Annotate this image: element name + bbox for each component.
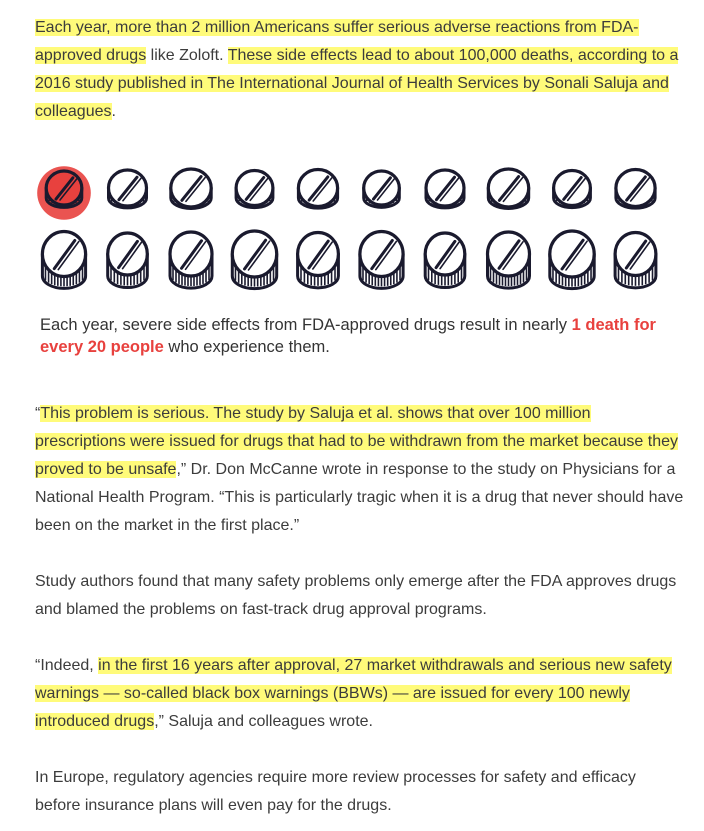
text: “ — [35, 405, 41, 422]
text: ,” Saluja and colleagues wrote. — [154, 713, 373, 730]
caption-text: Each year, severe side effects from FDA-approved drugs result in nearly — [40, 316, 572, 334]
paragraph-saluja-quote — [35, 652, 685, 736]
pill — [364, 171, 400, 207]
pill — [615, 233, 656, 288]
pill — [298, 170, 337, 209]
pill — [42, 232, 85, 289]
highlight: These side effects lead to about 100,000 deaths, according to a 2016 study published in The International Journal of Health Services by Sonali Saluja and colleagues — [35, 47, 679, 120]
pill-grid — [36, 158, 676, 298]
pill — [426, 170, 464, 208]
pill — [425, 233, 465, 288]
pill — [550, 231, 594, 289]
paragraph-adverse-reactions — [35, 14, 685, 126]
text: . — [111, 103, 116, 120]
pill — [232, 231, 276, 289]
highlight: Each year, more than 2 million Americans suffer serious adverse reactions from FDA-approved drugs — [35, 19, 639, 64]
text: like Zoloft. — [146, 47, 228, 64]
pill — [488, 232, 530, 288]
pill — [108, 233, 148, 288]
highlight: This problem is serious. The study by Saluja et al. shows that over 100 million prescriptions were issued for drugs that had to be withdrawn from the market because they proved to be unsafe — [35, 405, 678, 478]
text: “Indeed, — [35, 657, 99, 674]
pill — [170, 232, 212, 288]
infographic-caption — [40, 314, 670, 358]
pill — [488, 169, 528, 208]
pill — [298, 233, 339, 288]
highlight: in the first 16 years after approval, 27 market withdrawals and serious new safety warnings — so-called black box warnings (BBWs) — are issued for every 100 newly introduced drugs — [35, 657, 672, 730]
pill — [171, 169, 211, 208]
pill — [554, 171, 591, 208]
text: ,” Dr. Don McCanne wrote in response to the study on Physicians for a National Health Program. “This is particularly tragic when it is a drug that never should have been on the market in the first place.” — [35, 461, 684, 534]
pill-highlighted — [37, 166, 91, 220]
paragraph-mccanne-quote — [35, 400, 685, 540]
caption-text: who experience them. — [163, 338, 330, 356]
paragraph-europe: In Europe, regulatory agencies require more review processes for safety and efficacy before insurance plans will even pay for the drugs. — [35, 769, 636, 814]
pill — [236, 171, 273, 208]
paragraph-study-authors: Study authors found that many safety problems only emerge after the FDA approves drugs and blamed the problems on fast-track drug approval programs. — [35, 573, 677, 618]
pill — [616, 170, 655, 209]
pill-infographic — [36, 158, 676, 363]
caption-emphasis: 1 death for every 20 people — [40, 316, 656, 356]
pill — [109, 170, 147, 208]
pill — [360, 232, 403, 289]
